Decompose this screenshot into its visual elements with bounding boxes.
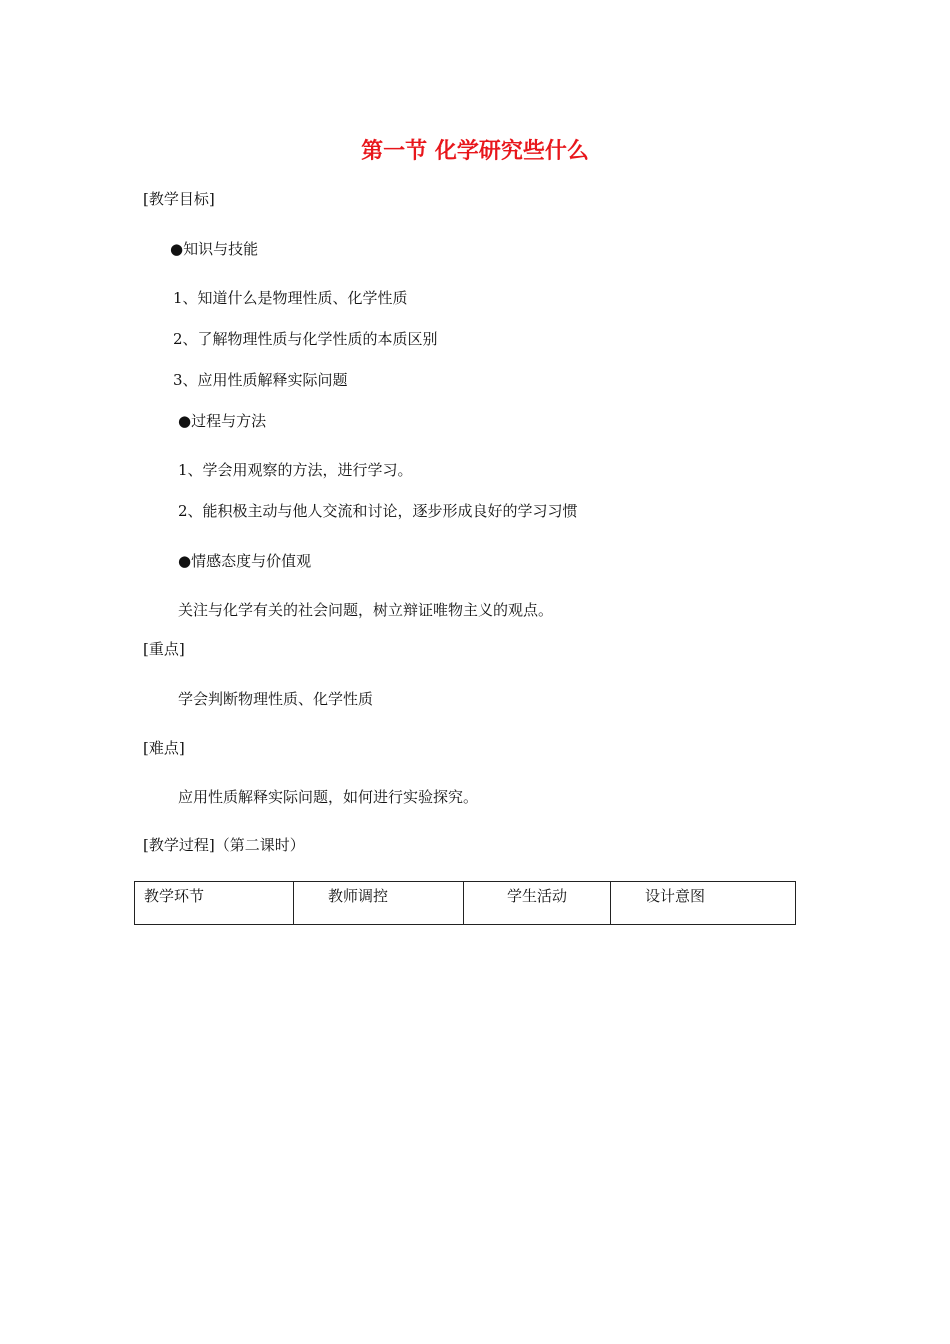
attitude-values-text: 关注与化学有关的社会问题，树立辩证唯物主义的观点。 xyxy=(178,601,554,619)
attitude-values-heading: ●情感态度与价值观 xyxy=(178,552,312,570)
document-title: 第一节 化学研究些什么 xyxy=(361,138,589,164)
column-header-student-activity xyxy=(464,882,611,925)
column-label: 学生活动 xyxy=(507,887,568,905)
process-item-2: 2、能积极主动与他人交流和讨论，逐步形成良好的学习习惯 xyxy=(178,502,578,520)
process-item-1: 1、学会用观察的方法，进行学习。 xyxy=(178,461,413,479)
column-header-teacher-control xyxy=(294,882,464,925)
column-label: 教学环节 xyxy=(144,887,205,905)
difficulty-text: 应用性质解释实际问题，如何进行实验探究。 xyxy=(178,788,479,806)
difficulty-heading: [难点] xyxy=(143,739,185,757)
process-method-heading: ●过程与方法 xyxy=(178,412,267,430)
knowledge-item-2: 2、了解物理性质与化学性质的本质区别 xyxy=(173,330,438,348)
column-label: 设计意图 xyxy=(645,887,706,905)
column-header-design-intent xyxy=(611,882,796,925)
column-header-teaching-stage xyxy=(135,882,294,925)
key-point-heading: [重点] xyxy=(143,640,185,658)
column-label: 教师调控 xyxy=(328,887,389,905)
knowledge-skills-heading: ●知识与技能 xyxy=(170,240,259,258)
knowledge-item-3: 3、应用性质解释实际问题 xyxy=(173,371,348,389)
key-point-text: 学会判断物理性质、化学性质 xyxy=(178,690,374,708)
table-header-row xyxy=(135,882,796,925)
teaching-process-heading: [教学过程]（第二课时） xyxy=(143,836,305,854)
teaching-process-table xyxy=(134,881,796,925)
objectives-heading: [教学目标] xyxy=(143,190,215,208)
knowledge-item-1: 1、知道什么是物理性质、化学性质 xyxy=(173,289,408,307)
